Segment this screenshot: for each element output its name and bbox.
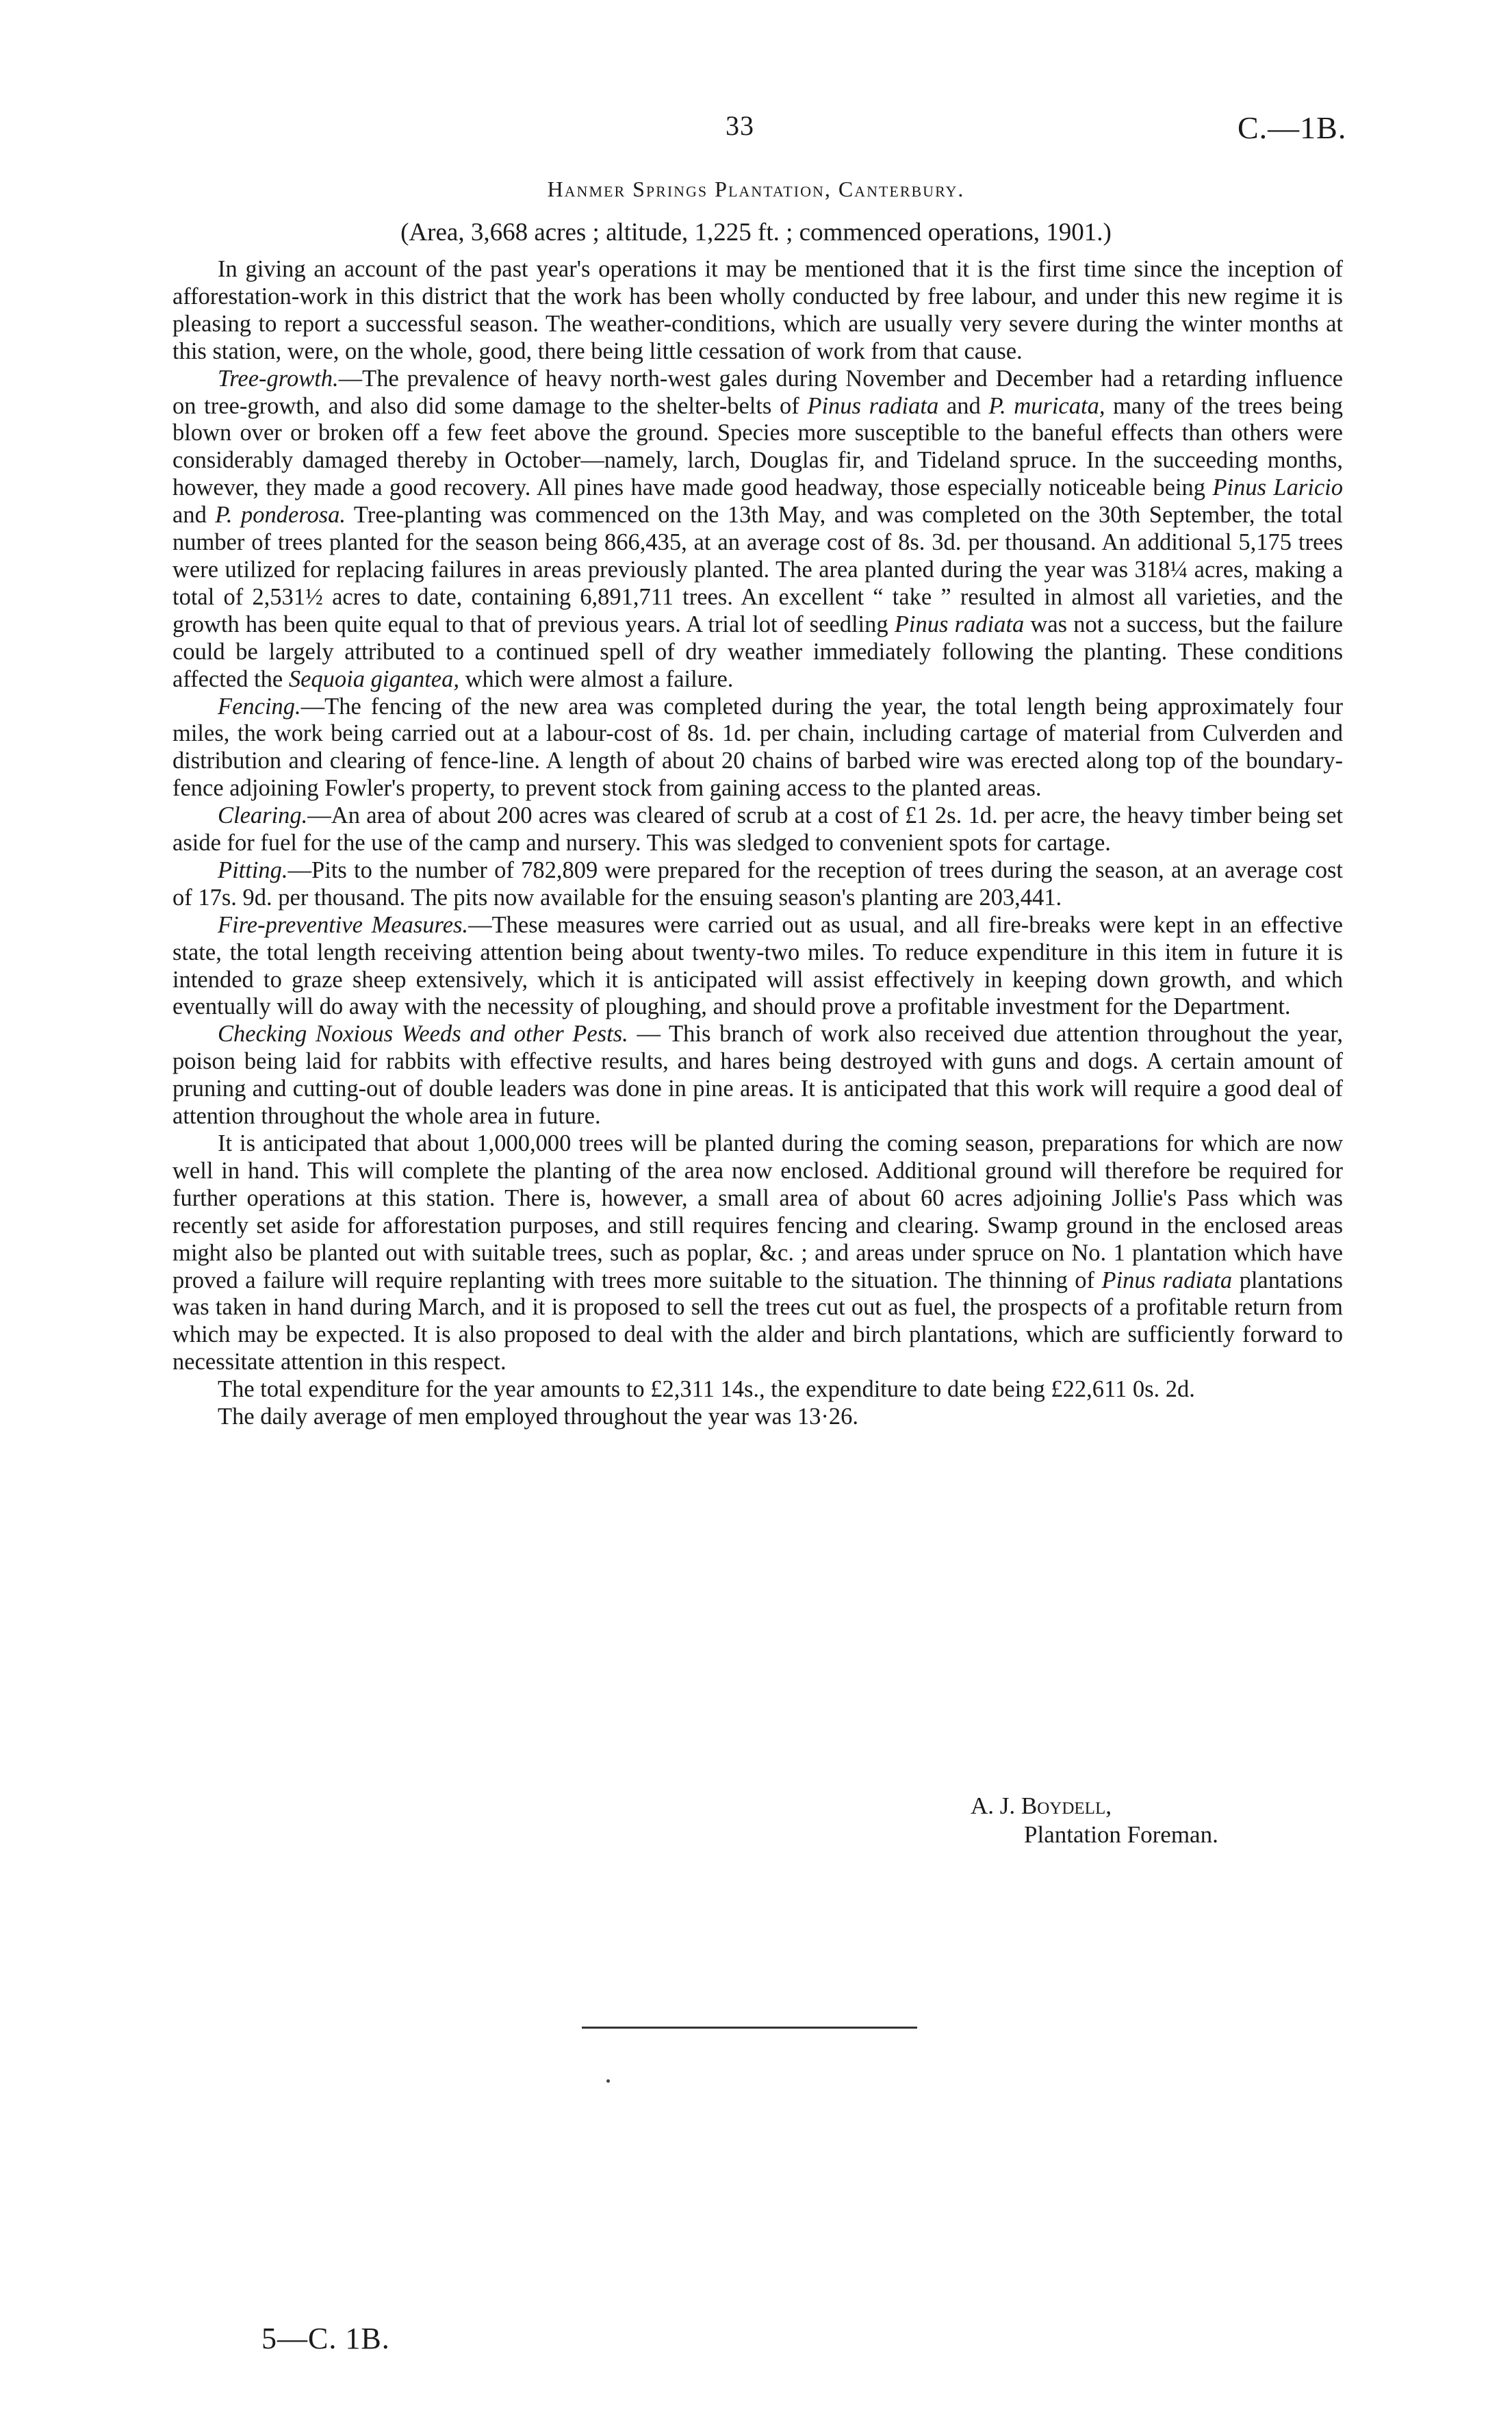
page-number: 33	[726, 110, 754, 141]
section-title: Hanmer Springs Plantation, Canterbury.	[547, 177, 965, 201]
paragraph-fire-preventive: Fire-preventive Measures.—These measures were carried out as usual, and all fire-breaks were kept in an effective state, the total length receiving attention being about twenty-two miles. To reduce expenditure in this item in future it is intended to graze sheep extensively, which it is anticipated will assist effectively in keeping down growth, and which eventually will do away with the necessity of ploughing, and should prove a profitable investment for the Department.	[172, 911, 1343, 1020]
closing-rule	[582, 2027, 917, 2029]
report-body	[172, 256, 1343, 1431]
paragraph-noxious-weeds: Checking Noxious Weeds and other Pests. — This branch of work also received due attention throughout the year, poison being laid for rabbits with effective results, and hares being destroyed with guns and dogs. A certain amount of pruning and cutting-out of double leaders was done in pine areas. It is anticipated that this work will require a good deal of attention throughout the whole area in future.	[172, 1021, 1343, 1130]
paragraph-future-plans: It is anticipated that about 1,000,000 trees will be planted during the coming season, preparations for which are now well in hand. This will complete the planting of the area now enclosed. Additional ground will therefore be required for further operations at this station. There is, however, a small area of about 60 acres adjoining Jollie's Pass which was recently set aside for afforestation purposes, and still requires fencing and clearing. Swamp ground in the enclosed areas might also be planted out with suitable trees, such as poplar, &c. ; and areas under spruce on No. 1 plantation which have proved a failure will require replanting with trees more suitable to the situation. The thinning of Pinus radiata plantations was taken in hand during March, and it is proposed to sell the trees cut out as fuel, the prospects of a profitable return from which may be expected. It is also proposed to deal with the alder and birch plantations, which are sufficiently forward to necessitate attention in this respect.	[172, 1130, 1343, 1375]
paragraph-tree-growth: Tree-growth.—The prevalence of heavy north-west gales during November and December had a retarding influence on tree-growth, and also did some damage to the shelter-belts of Pinus radiata and P. muricata, many of the trees being blown over or broken off a few feet above the ground. Species more susceptible to the baneful effects than others were considerably damaged thereby in October—namely, larch, Douglas fir, and Tideland spruce. In the succeeding months, however, they made a good recovery. All pines have made good headway, those especially noticeable being Pinus Laricio and P. ponderosa. Tree-planting was commenced on the 13th May, and was completed on the 30th September, the total number of trees planted for the season being 866,435, at an average cost of 8s. 3d. per thousand. An additional 5,175 trees were utilized for replacing failures in areas previously planted. The area planted during the year was 318¼ acres, making a total of 2,531½ acres to date, containing 6,891,711 trees. An excellent “ take ” resulted in almost all varieties, and the growth has been quite equal to that of previous years. A trial lot of seedling Pinus radiata was not a success, but the failure could be largely attributed to a continued spell of dry weather immediately following the planting. These conditions affected the Sequoia gigantea, which were almost a failure.	[172, 365, 1343, 692]
document-reference: C.—1B.	[1238, 110, 1347, 145]
paragraph-clearing: Clearing.—An area of about 200 acres was cleared of scrub at a cost of £1 2s. 1d. per acre, the heavy timber being set aside for fuel for the use of the camp and nursery. This was sledged to convenient spots for cartage.	[172, 802, 1343, 857]
paragraph-intro: In giving an account of the past year's operations it may be mentioned that it is the first time since the inception of afforestation-work in this district that the work has been wholly conducted by free labour, and under this new regime it is pleasing to report a successful season. The weather-conditions, which are usually very severe during the winter months at this station, were, on the whole, good, there being little cessation of work from that cause.	[172, 256, 1343, 364]
stray-mark	[606, 2079, 610, 2083]
heading-fire-preventive: Fire-preventive Measures.	[218, 911, 469, 938]
paragraph-expenditure: The total expenditure for the year amounts to £2,311 14s., the expenditure to date being £22,611 0s. 2d.	[218, 1376, 1195, 1403]
heading-fencing: Fencing.	[218, 693, 301, 720]
signatory-title: Plantation Foreman.	[1024, 1821, 1218, 1848]
paragraph-daily-average: The daily average of men employed throughout the year was 13·26.	[218, 1404, 858, 1430]
signatory-name: A. J. Boydell,	[971, 1792, 1112, 1819]
heading-tree-growth: Tree-growth.	[218, 365, 339, 392]
heading-noxious-weeds: Checking Noxious Weeds and other Pests.	[218, 1021, 628, 1048]
heading-pitting: Pitting.	[218, 857, 288, 883]
paragraph-fencing: Fencing.—The fencing of the new area was completed during the year, the total length being approximately four miles, the work being carried out at a labour-cost of 8s. 1d. per chain, including cartage of material from Culverden and distribution and clearing of fence-line. A length of about 20 chains of barbed wire was erected along top of the boundary-fence adjoining Fowler's property, to prevent stock from gaining access to the planted areas.	[172, 693, 1343, 802]
heading-clearing: Clearing.	[218, 802, 308, 829]
signature-block	[971, 1792, 1218, 1849]
printer-signature-mark: 5—C. 1B.	[261, 2322, 390, 2355]
section-subtitle: (Area, 3,668 acres ; altitude, 1,225 ft. ; commenced operations, 1901.)	[400, 218, 1112, 246]
paragraph-pitting: Pitting.—Pits to the number of 782,809 were prepared for the reception of trees during the season, at an average cost of 17s. 9d. per thousand. The pits now available for the ensuing season's planting are 203,441.	[172, 857, 1343, 911]
